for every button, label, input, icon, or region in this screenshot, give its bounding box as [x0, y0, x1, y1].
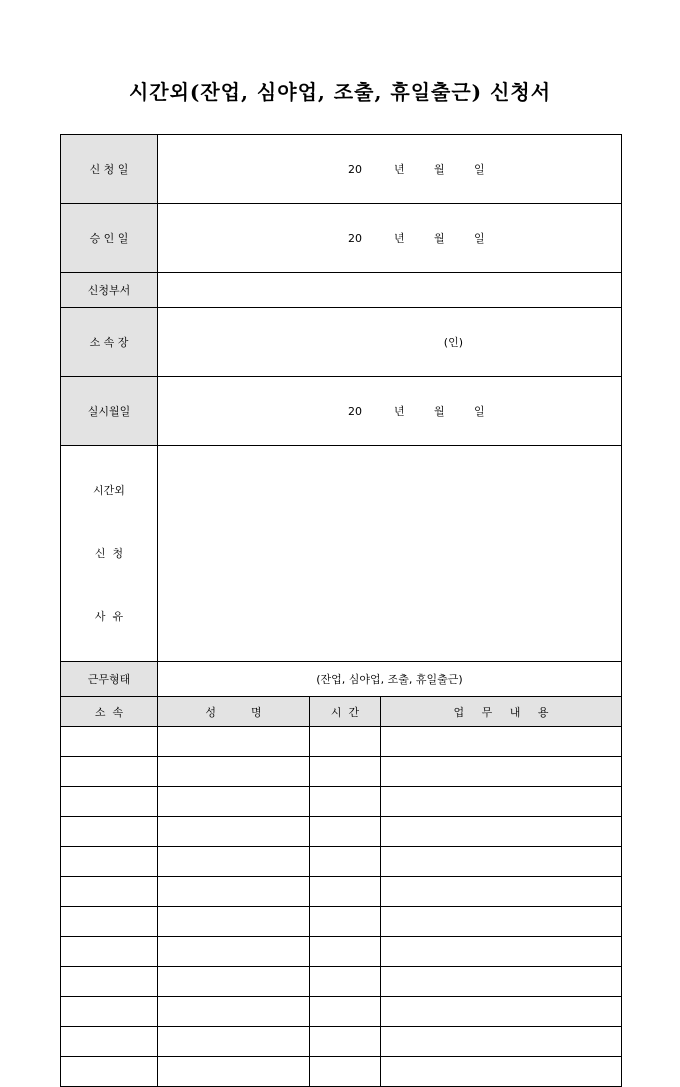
name-cell[interactable] — [158, 967, 310, 997]
name-cell[interactable] — [158, 877, 310, 907]
name-cell[interactable] — [158, 847, 310, 877]
approve-date-year-prefix: 20 — [347, 232, 362, 245]
table-row — [61, 997, 622, 1027]
work-content-cell[interactable] — [381, 877, 622, 907]
name-cell[interactable] — [158, 1027, 310, 1057]
affiliation-cell[interactable] — [61, 907, 158, 937]
name-cell[interactable] — [158, 817, 310, 847]
work-content-cell[interactable] — [381, 907, 622, 937]
work-content-cell[interactable] — [381, 727, 622, 757]
affiliation-cell[interactable] — [61, 757, 158, 787]
header-affiliation: 소 속 — [61, 697, 158, 727]
hours-cell[interactable] — [310, 727, 381, 757]
affiliation-cell[interactable] — [61, 727, 158, 757]
reason-label-line-2: 신 청 — [94, 547, 124, 560]
work-type-label: 근무형태 — [61, 662, 158, 697]
work-content-cell[interactable] — [381, 967, 622, 997]
hours-cell[interactable] — [310, 1057, 381, 1087]
detail-table-body — [61, 727, 622, 1087]
reason-label — [61, 446, 158, 662]
department-label: 신청부서 — [61, 273, 158, 308]
hours-cell[interactable] — [310, 907, 381, 937]
work-date-field[interactable] — [158, 377, 622, 446]
header-work-content: 업 무 내 용 — [381, 697, 622, 727]
apply-date-year-unit: 년 — [393, 163, 405, 176]
apply-date-value — [313, 148, 494, 190]
table-row — [61, 937, 622, 967]
name-cell[interactable] — [158, 937, 310, 967]
work-content-cell[interactable] — [381, 997, 622, 1027]
seal-mark: (인) — [443, 336, 463, 349]
work-type-row — [61, 662, 622, 697]
table-row — [61, 1057, 622, 1087]
header-hours: 시 간 — [310, 697, 381, 727]
approve-date-row — [61, 204, 622, 273]
affiliation-cell[interactable] — [61, 787, 158, 817]
table-row — [61, 1027, 622, 1057]
reason-row — [61, 446, 622, 662]
name-cell[interactable] — [158, 727, 310, 757]
hours-cell[interactable] — [310, 997, 381, 1027]
approve-date-field[interactable] — [158, 204, 622, 273]
hours-cell[interactable] — [310, 1027, 381, 1057]
apply-date-label: 신 청 일 — [61, 135, 158, 204]
work-date-label: 실시월일 — [61, 377, 158, 446]
work-type-field[interactable]: (잔업, 심야업, 조출, 휴일출근) — [158, 662, 622, 697]
approve-date-label: 승 인 일 — [61, 204, 158, 273]
form-title: 시간외(잔업, 심야업, 조출, 휴일출근) 신청서 — [128, 80, 552, 104]
dept-head-row — [61, 308, 622, 377]
hours-cell[interactable] — [310, 757, 381, 787]
work-date-row — [61, 377, 622, 446]
department-row — [61, 273, 622, 308]
hours-cell[interactable] — [310, 877, 381, 907]
apply-date-field[interactable] — [158, 135, 622, 204]
dept-head-label: 소 속 장 — [61, 308, 158, 377]
work-content-cell[interactable] — [381, 817, 622, 847]
apply-date-month-unit: 월 — [433, 163, 445, 176]
work-content-cell[interactable] — [381, 757, 622, 787]
affiliation-cell[interactable] — [61, 847, 158, 877]
dept-head-field[interactable] — [158, 308, 622, 377]
work-date-value — [313, 390, 494, 432]
table-row — [61, 877, 622, 907]
table-row — [61, 907, 622, 937]
name-cell[interactable] — [158, 787, 310, 817]
work-content-cell[interactable] — [381, 1057, 622, 1087]
approve-date-value — [313, 217, 494, 259]
work-date-day-unit: 일 — [473, 405, 485, 418]
approve-date-month-unit: 월 — [433, 232, 445, 245]
apply-date-year-prefix: 20 — [347, 163, 362, 176]
affiliation-cell[interactable] — [61, 1057, 158, 1087]
apply-date-row — [61, 135, 622, 204]
work-date-month-unit: 월 — [433, 405, 445, 418]
hours-cell[interactable] — [310, 787, 381, 817]
name-cell[interactable] — [158, 907, 310, 937]
department-field[interactable] — [158, 273, 622, 308]
header-name: 성 명 — [158, 697, 310, 727]
approve-date-day-unit: 일 — [473, 232, 485, 245]
approve-date-year-unit: 년 — [393, 232, 405, 245]
affiliation-cell[interactable] — [61, 937, 158, 967]
table-row — [61, 967, 622, 997]
table-row — [61, 787, 622, 817]
hours-cell[interactable] — [310, 967, 381, 997]
affiliation-cell[interactable] — [61, 997, 158, 1027]
work-content-cell[interactable] — [381, 787, 622, 817]
apply-date-day-unit: 일 — [473, 163, 485, 176]
reason-label-line-1: 시간외 — [93, 484, 125, 497]
affiliation-cell[interactable] — [61, 877, 158, 907]
work-date-year-unit: 년 — [393, 405, 405, 418]
work-content-cell[interactable] — [381, 1027, 622, 1057]
affiliation-cell[interactable] — [61, 817, 158, 847]
affiliation-cell[interactable] — [61, 967, 158, 997]
table-row — [61, 757, 622, 787]
reason-label-line-3: 사 유 — [94, 610, 124, 623]
name-cell[interactable] — [158, 997, 310, 1027]
name-cell[interactable] — [158, 1057, 310, 1087]
name-cell[interactable] — [158, 757, 310, 787]
table-row — [61, 847, 622, 877]
reason-field[interactable] — [158, 446, 622, 662]
work-content-cell[interactable] — [381, 937, 622, 967]
hours-cell[interactable] — [310, 817, 381, 847]
detail-header-row — [61, 697, 622, 727]
work-content-cell[interactable] — [381, 847, 622, 877]
affiliation-cell[interactable] — [61, 1027, 158, 1057]
work-date-year-prefix: 20 — [347, 405, 362, 418]
overtime-application-form — [60, 134, 622, 1087]
table-row — [61, 727, 622, 757]
hours-cell[interactable] — [310, 937, 381, 967]
table-row — [61, 817, 622, 847]
hours-cell[interactable] — [310, 847, 381, 877]
